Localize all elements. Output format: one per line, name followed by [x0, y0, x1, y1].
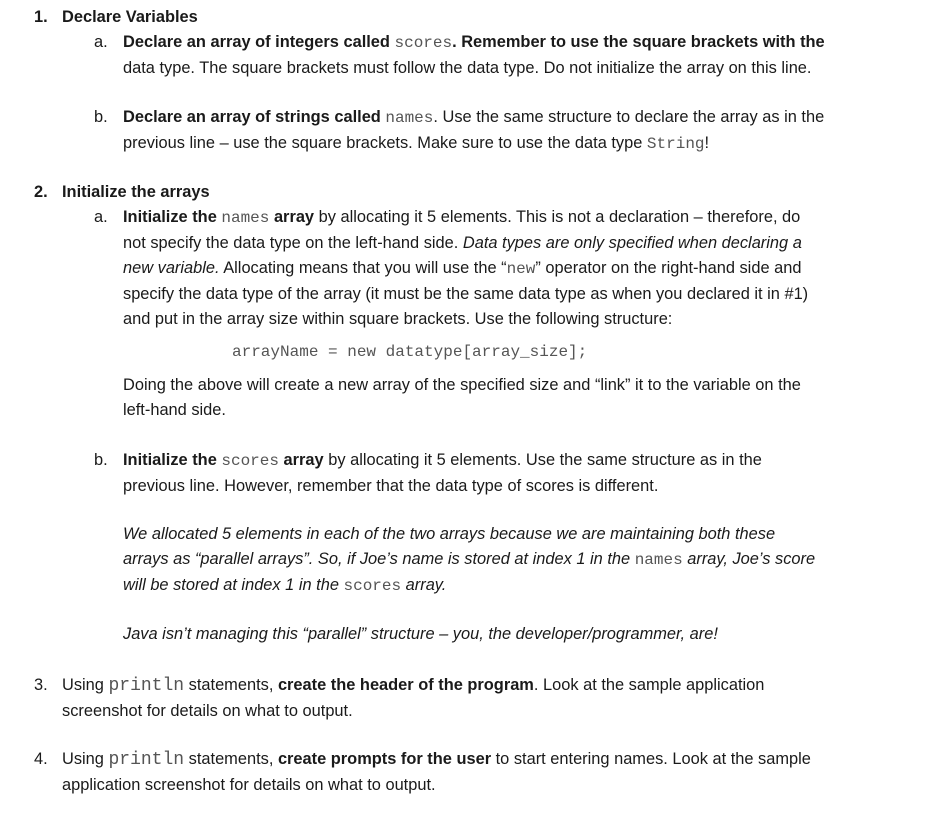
- section-2a-line-5: and put in the array size within square brackets. Use the following structure:: [123, 310, 673, 328]
- text: ” operator on the right-hand side and: [535, 259, 802, 277]
- section-2-number: 2.: [34, 183, 48, 201]
- section-1a-line-1: [123, 30, 923, 56]
- section-1b-line-1: [123, 105, 923, 131]
- text: to start entering names. Look at the sample: [491, 750, 811, 768]
- section-2a-followup: [123, 373, 923, 423]
- section-2b-letter: b.: [94, 451, 108, 469]
- section-3-line-1: [62, 673, 922, 699]
- code-println: println: [108, 676, 185, 696]
- text: by allocating it 5 elements. This is not a declaration – therefore, do: [314, 208, 801, 226]
- section-4-line-2: application screenshot for details on what to output.: [62, 776, 436, 794]
- bold-text: Initialize the: [123, 451, 222, 469]
- bold-text: array: [278, 451, 324, 469]
- bold-text: create the header of the program: [277, 676, 534, 694]
- code-scores: scores: [394, 34, 453, 52]
- section-1a-line-2: data type. The square brackets must follow the data type. Do not initialize the array on this line.: [123, 59, 812, 77]
- section-2b-java-note: Java isn’t managing this “parallel” structure – you, the developer/programmer, are!: [123, 625, 718, 643]
- section-1a-letter: a.: [94, 33, 108, 51]
- section-2a-line-7: left-hand side.: [123, 401, 226, 419]
- italic-text: array, Joe’s score: [682, 550, 816, 568]
- section-4-line-1: [62, 747, 922, 773]
- section-2a-letter: a.: [94, 208, 108, 226]
- section-2b-text: [123, 448, 923, 499]
- bold-text: array: [269, 208, 315, 226]
- section-3-number: 3.: [34, 676, 48, 694]
- code-names: names: [385, 109, 434, 127]
- section-3-line-2: screenshot for details on what to output.: [62, 702, 353, 720]
- bold-text: Declare an array of strings called: [123, 108, 386, 126]
- bold-text: Declare an array of integers called: [123, 33, 395, 51]
- section-4-number: 4.: [34, 750, 48, 768]
- section-1b-line-2: [123, 131, 923, 157]
- section-1b-letter: b.: [94, 108, 108, 126]
- code-scores: scores: [221, 452, 279, 470]
- code-names: names: [634, 551, 683, 569]
- text: . Remember to use the square brackets with the: [452, 33, 825, 51]
- section-2b-line-1: [123, 448, 923, 474]
- code-scores: scores: [343, 577, 402, 595]
- bold-text: create prompts for the user: [277, 750, 492, 768]
- section-2b-note-line-1: We allocated 5 elements in each of the two arrays because we are maintaining both these: [123, 525, 776, 543]
- code-new: new: [506, 260, 536, 278]
- code-println: println: [108, 750, 185, 770]
- italic-text: Data types are only specified when declaring a: [462, 234, 802, 252]
- section-4-text: [62, 747, 922, 798]
- text: Using: [62, 750, 109, 768]
- section-1b-text: [123, 105, 923, 157]
- italic-text: array.: [401, 576, 447, 594]
- italic-text: new variable.: [123, 259, 220, 277]
- text: not specify the data type on the left-hand side.: [123, 234, 463, 252]
- section-2a-line-6: Doing the above will create a new array of the specified size and “link” it to the variable on the: [123, 376, 801, 394]
- section-2b-note-line-2: [123, 547, 923, 573]
- italic-text: arrays as “parallel arrays”. So, if Joe’s name is stored at index 1 in the: [123, 550, 635, 568]
- text: statements,: [184, 750, 278, 768]
- section-2b-note-line-3: [123, 573, 923, 599]
- section-2a-line-4: specify the data type of the array (it must be the same data type as when you declared it in #1): [123, 285, 809, 303]
- section-2b-line-2: previous line. However, remember that the data type of scores is different.: [123, 477, 659, 495]
- section-3-text: [62, 673, 922, 724]
- section-1-title: Declare Variables: [62, 8, 198, 26]
- bold-text: Initialize the: [123, 208, 222, 226]
- text: . Look at the sample application: [533, 676, 765, 694]
- code-names: names: [221, 209, 270, 227]
- section-2a-line-1: [123, 205, 923, 231]
- text: Allocating means that you will use the “: [219, 259, 507, 277]
- section-1a-text: [123, 30, 923, 81]
- text: statements,: [184, 676, 278, 694]
- text: by allocating it 5 elements. Use the same structure as in the: [323, 451, 762, 469]
- section-2b-note: [123, 522, 923, 599]
- text: !: [704, 134, 710, 152]
- text: previous line – use the square brackets. Make sure to use the data type: [123, 134, 647, 152]
- section-1-number: 1.: [34, 8, 48, 26]
- text: Using: [62, 676, 109, 694]
- section-2a-text: [123, 205, 923, 332]
- code-string: String: [646, 135, 705, 153]
- italic-text: will be stored at index 1 in the: [123, 576, 344, 594]
- section-2a-line-2: [123, 231, 923, 256]
- section-2a-line-3: [123, 256, 923, 282]
- code-example-line: arrayName = new datatype[array_size];: [232, 343, 588, 361]
- section-2-title: Initialize the arrays: [62, 183, 210, 201]
- text: . Use the same structure to declare the array as in the: [433, 108, 825, 126]
